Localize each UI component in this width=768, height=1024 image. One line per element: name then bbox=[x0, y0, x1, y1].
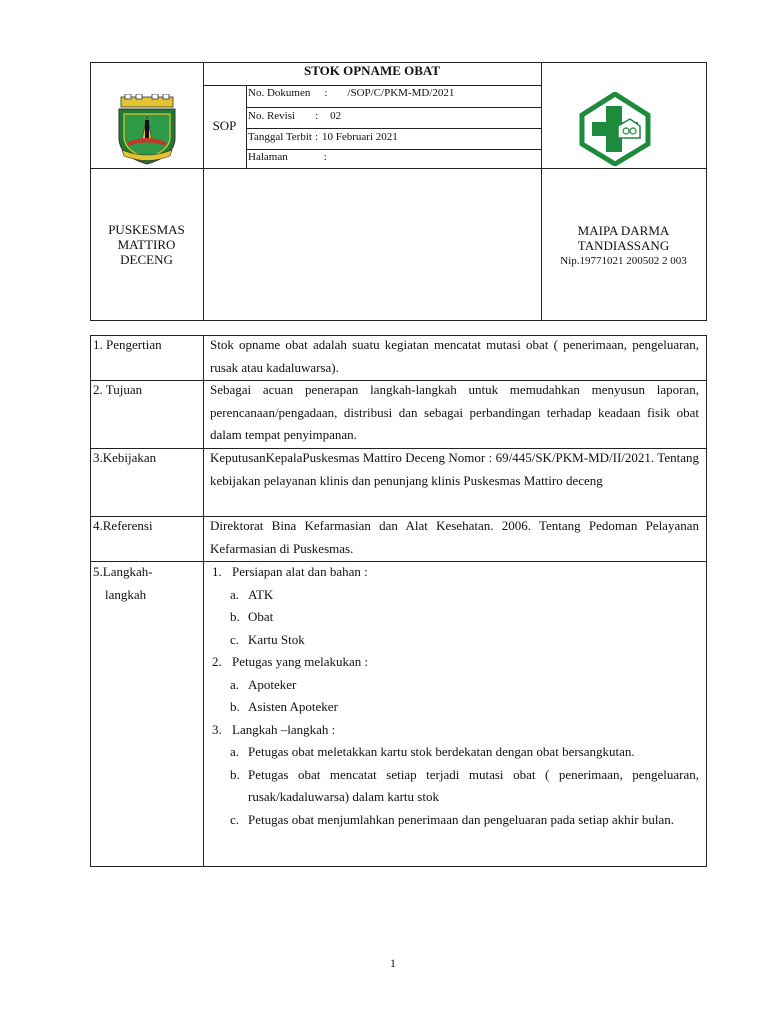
doc-field-number: No. Dokumen : /SOP/C/PKM-MD/2021 bbox=[248, 87, 455, 99]
step-1-item-c: c. Kartu Stok bbox=[230, 631, 305, 647]
signer-name-line1: MAIPA DARMA bbox=[577, 223, 670, 238]
sop-label: SOP bbox=[212, 118, 237, 133]
step-2: 2. Petugas yang melakukan : bbox=[212, 654, 369, 669]
document-title: STOK OPNAME OBAT bbox=[303, 63, 441, 78]
organization-name: PUSKESMAS MATTIRO DECENG bbox=[108, 222, 185, 267]
signer-block bbox=[541, 223, 706, 268]
step-2-item-b: b. Asisten Apoteker bbox=[230, 699, 338, 714]
doc-field-revision: No. Revisi : 02 bbox=[248, 110, 342, 122]
step-1-item-b: b. Obat bbox=[230, 609, 274, 624]
procedure-list bbox=[212, 561, 699, 831]
section-label-referensi: 4.Referensi bbox=[93, 518, 153, 533]
signer-name-line2: TANDIASSANG bbox=[577, 238, 670, 253]
section-text-referensi: Direktorat Bina Kefarmasian dan Alat Kesehatan. 2006. Tentang Pedoman Pelayanan Kefarmasian di Puskesmas. bbox=[210, 518, 699, 556]
section-text-kebijakan: KeputusanKepalaPuskesmas Mattiro Deceng Nomor : 69/445/SK/PKM-MD/II/2021. Tentang kebijakan pelayanan klinis dan penunjang klinis Puskesmas Mattiro deceng bbox=[210, 450, 699, 488]
step-3-item-a: a. Petugas obat meletakkan kartu stok berdekatan dengan obat bersangkutan. bbox=[230, 744, 635, 759]
section-text-pengertian: Stok opname obat adalah suatu kegiatan mencatat mutasi obat ( penerimaan, pengeluaran, rusak atau kadaluwarsa). bbox=[210, 337, 699, 375]
doc-field-issue-date: Tanggal Terbit : 10 Februari 2021 bbox=[248, 131, 398, 143]
doc-field-page: Halaman : bbox=[248, 151, 327, 163]
step-2-item-a: a. Apoteker bbox=[230, 676, 297, 692]
page-number: 1 bbox=[390, 956, 396, 970]
step-3-item-b: b. Petugas obat mencatat setiap terjadi mutasi obat ( penerimaan, pengeluaran, rusak/kadaluwarsa) dalam kartu stok bbox=[230, 766, 699, 804]
section-label-tujuan: 2. Tujuan bbox=[93, 382, 143, 397]
step-1: 1. Persiapan alat dan bahan : bbox=[212, 564, 368, 579]
regency-crest-logo bbox=[114, 94, 180, 166]
section-label-langkah: 5.Langkah- langkah bbox=[93, 564, 153, 602]
section-label-pengertian: 1. Pengertian bbox=[93, 337, 162, 352]
step-1-item-a: a. ATK bbox=[230, 586, 274, 602]
section-label-kebijakan: 3.Kebijakan bbox=[93, 450, 157, 465]
step-3: 3. Langkah –langkah : bbox=[212, 721, 336, 737]
section-text-tujuan: Sebagai acuan penerapan langkah-langkah untuk memudahkan menyusun laporan, perencanaan/pengadaan, distribusi dan sebagai perbandingan terhadap keadaan fisik obat dalam tempat penyimpanan. bbox=[210, 382, 699, 442]
signer-nip: Nip.19771021 200502 2 003 bbox=[560, 255, 687, 267]
puskesmas-cross-logo bbox=[578, 92, 652, 166]
step-3-item-c: c. Petugas obat menjumlahkan penerimaan dan pengeluaran pada setiap akhir bulan. bbox=[230, 811, 674, 827]
